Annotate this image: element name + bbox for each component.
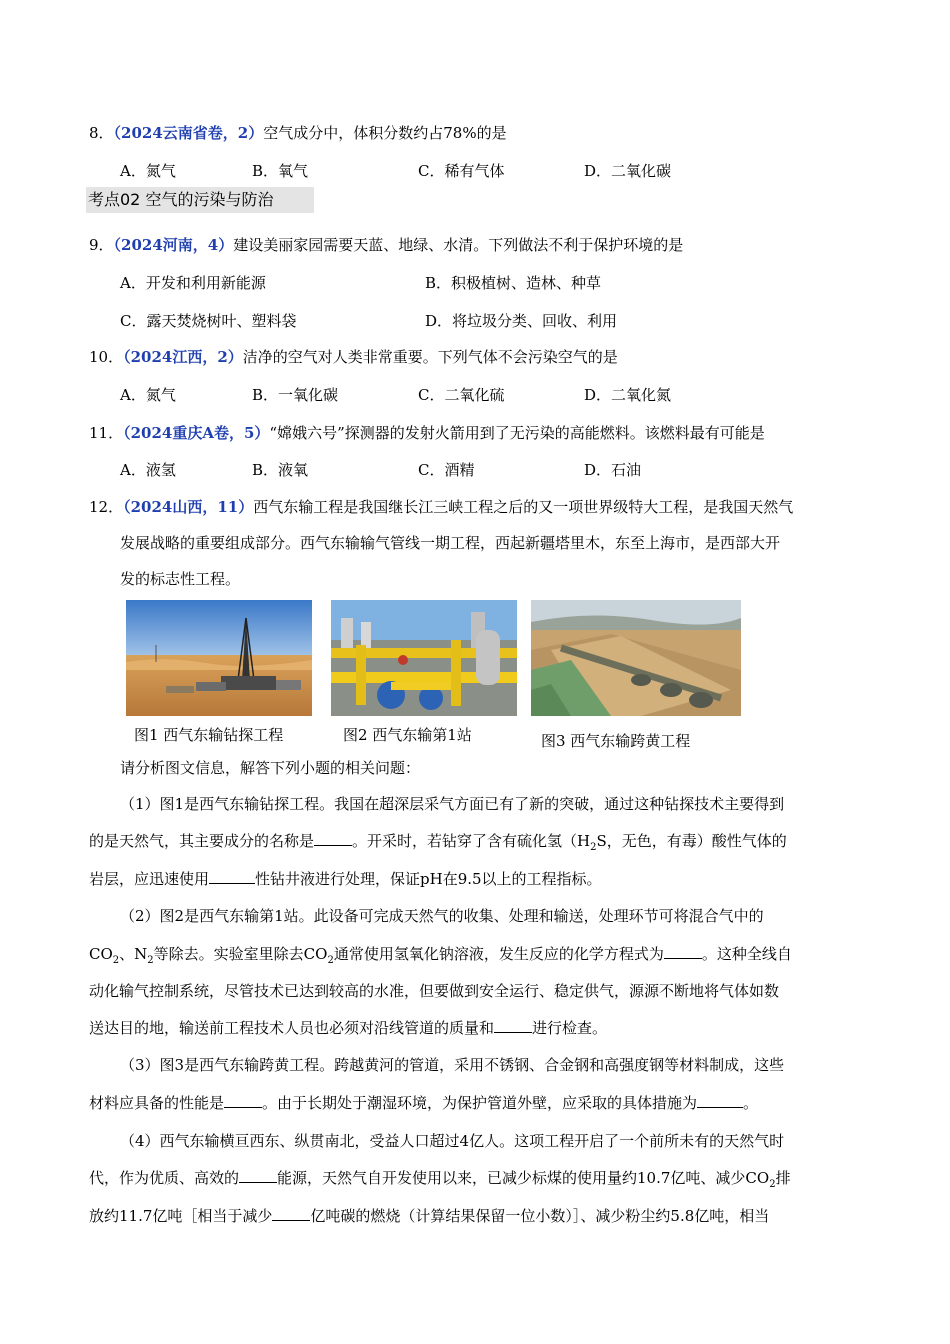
figure-2-station-image (331, 600, 517, 716)
figure-3-caption: 图3 西气东输跨黄工程 (541, 732, 691, 750)
option-d: D．石油 (584, 461, 642, 479)
part-4-line-3: 放约11.7亿吨［相当于减少 亿吨碳的燃烧（计算结果保留一位小数）］、减少粉尘约5.8亿吨，相当 (89, 1207, 770, 1225)
option-b: B．积极植树、造林、种草 (425, 274, 602, 292)
option-b: B．一氧化碳 (252, 386, 339, 404)
part-1-line-3: 岩层，应迅速使用 性钻井液进行处理，保证pH在9.5以上的工程指标。 (89, 870, 602, 888)
question-stem-line-3: 发的标志性工程。 (120, 570, 241, 588)
answer-blank[interactable] (209, 869, 255, 884)
part-2-line-2: $CO_2$、$N_2$等除去。实验室里除去$CO_2$通常使用氢氧化钠溶液，发生反应的化学方程式为 。这种全线自 (89, 945, 792, 966)
answer-blank[interactable] (239, 1168, 277, 1183)
option-a: A．氮气 (120, 162, 176, 180)
option-b: B．氧气 (252, 162, 309, 180)
question-8 (89, 122, 507, 143)
question-9 (89, 234, 683, 255)
part-3-line-1: （3）图3是西气东输跨黄工程。跨越黄河的管道，采用不锈钢、合金钢和高强度钢等材料制成，这些 (120, 1056, 785, 1074)
section-header: 考点02 空气的污染与防治 (86, 187, 314, 213)
question-source: （2024江西，2） (123, 348, 243, 366)
figure-3-crossing-image (531, 600, 741, 716)
question-stem: “嫦娥六号”探测器的发射火箭用到了无污染的高能燃料。该燃料最有可能是 (269, 424, 765, 442)
answer-blank[interactable] (314, 831, 352, 846)
option-d: D．二氧化碳 (584, 162, 672, 180)
part-4-line-1: （4）西气东输横亘西东、纵贯南北，受益人口超过4亿人。这项工程开启了一个前所未有的天然气时 (120, 1132, 785, 1150)
part-2-line-4: 送达目的地，输送前工程技术人员也必须对沿线管道的质量和 进行检查。 (89, 1019, 608, 1037)
question-source: （2024山西，11） (123, 498, 254, 516)
question-stem-line-1: 西气东输工程是我国继长江三峡工程之后的又一项世界级特大工程，是我国天然气 (253, 498, 794, 516)
figure-2-caption: 图2 西气东输第1站 (343, 726, 472, 744)
question-stem-line-2: 发展战略的重要组成部分。西气东输输气管线一期工程，西起新疆塔里木，东至上海市，是西部大开 (120, 534, 781, 552)
option-c: C．稀有气体 (418, 162, 505, 180)
option-c: C．露天焚烧树叶、塑料袋 (120, 312, 297, 330)
question-source: （2024河南，4） (113, 236, 234, 254)
option-c: C．酒精 (418, 461, 475, 479)
question-intro: 请分析图文信息，解答下列小题的相关问题： (120, 759, 421, 777)
question-stem: 空气成分中，体积分数约占78%的是 (263, 124, 507, 142)
figure-1-caption: 图1 西气东输钻探工程 (134, 726, 284, 744)
question-source: （2024云南省卷，2） (113, 124, 264, 142)
answer-blank[interactable] (224, 1093, 262, 1108)
answer-blank[interactable] (272, 1206, 310, 1221)
question-stem: 建设美丽家园需要天蓝、地绿、水清。下列做法不利于保护环境的是 (233, 236, 684, 254)
part-1-line-1: （1）图1是西气东输钻探工程。我国在超深层采气方面已有了新的突破，通过这种钻探技术主要得到 (120, 795, 785, 813)
option-d: D．二氧化氮 (584, 386, 672, 404)
question-12 (89, 496, 793, 517)
answer-blank[interactable] (664, 944, 702, 959)
part-2-line-1: （2）图2是西气东输第1站。此设备可完成天然气的收集、处理和输送，处理环节可将混合气中的 (120, 907, 764, 925)
question-source: （2024重庆A卷，5） (123, 424, 270, 442)
question-number: 10． (89, 348, 124, 366)
option-b: B．液氧 (252, 461, 309, 479)
option-c: C．二氧化硫 (418, 386, 505, 404)
question-stem: 洁净的空气对人类非常重要。下列气体不会污染空气的是 (242, 348, 618, 366)
part-3-line-2: 材料应具备的性能是 。由于长期处于潮湿环境，为保护管道外壁，应采取的具体措施为 。 (89, 1094, 759, 1112)
part-1-line-2: 的是天然气，其主要成分的名称是 。开采时，若钻穿了含有硫化氢（$H_2S$，无色，有毒）酸性气体的 (89, 832, 787, 853)
question-number: 9． (89, 236, 114, 254)
option-d: D．将垃圾分类、回收、利用 (425, 312, 618, 330)
question-number: 11． (89, 424, 124, 442)
option-a: A．开发和利用新能源 (120, 274, 266, 292)
part-2-line-3: 动化输气控制系统，尽管技术已达到较高的水准，但要做到安全运行、稳定供气，源源不断地将气体如数 (89, 982, 780, 1000)
part-4-line-2: 代，作为优质、高效的 能源，天然气自开发使用以来，已减少标煤的使用量约10.7亿吨、减少$CO_2$排 (89, 1169, 791, 1190)
question-10 (89, 346, 618, 367)
option-a: A．液氢 (120, 461, 176, 479)
answer-blank[interactable] (697, 1093, 743, 1108)
question-number: 8． (89, 124, 114, 142)
answer-blank[interactable] (494, 1018, 532, 1033)
option-a: A．氮气 (120, 386, 176, 404)
figure-1-drilling-image (126, 600, 312, 716)
question-11 (89, 422, 765, 443)
question-number: 12． (89, 498, 124, 516)
